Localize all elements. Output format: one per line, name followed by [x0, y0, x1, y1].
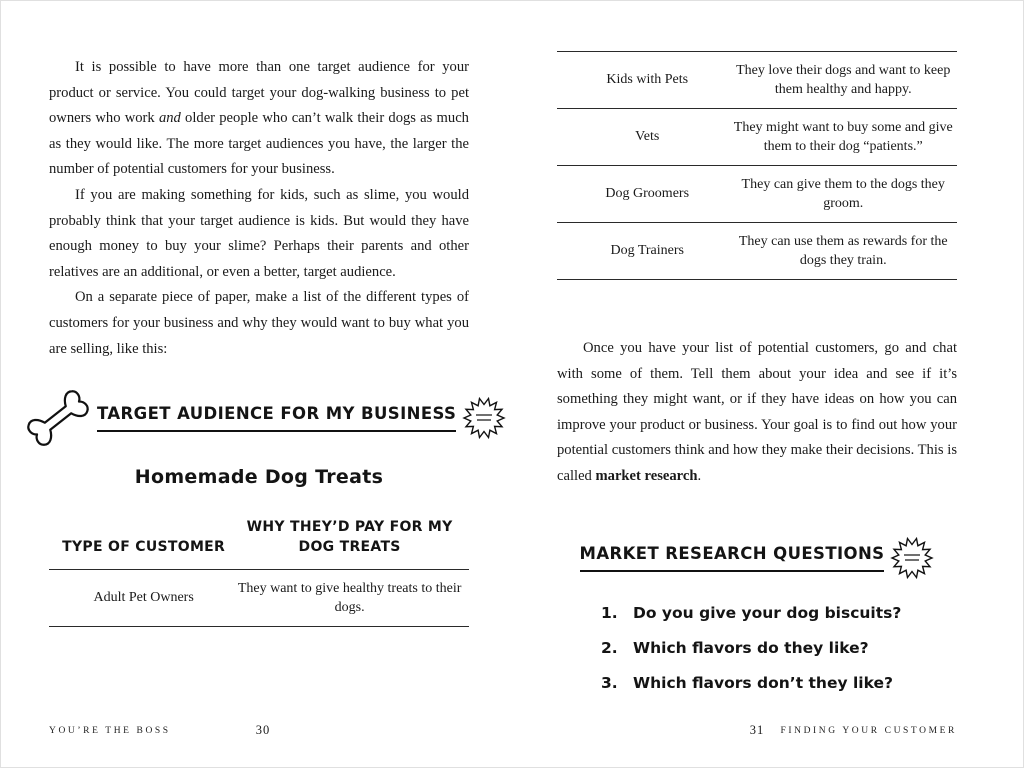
left-body-copy [49, 55, 469, 362]
right-footer [557, 723, 957, 738]
market-research-title: MARKET RESEARCH QUESTIONS [580, 544, 885, 572]
table-header-customer: TYPE OF CUSTOMER [62, 539, 226, 556]
question-text: Do you give your dog biscuits? [633, 603, 902, 622]
paragraph-2: If you are making something for kids, such as slime, you would probably think that your target audience is kids. But would they have enough money to buy your slime? Perhaps their parents and other relatives are an additional, or even a better, target audience. [49, 186, 469, 280]
customer-table-left [49, 508, 469, 627]
market-research-header [557, 536, 957, 580]
left-footer [49, 723, 469, 738]
worksheet-subtitle: Homemade Dog Treats [134, 466, 384, 489]
question-item [601, 639, 957, 657]
footer-page-number-right: 31 [749, 723, 765, 737]
paragraph-3: On a separate piece of paper, make a list of the different types of customers for your business and why they would want to buy what you are selling, like this: [49, 289, 469, 357]
question-number: 2. [601, 638, 618, 657]
footer-book-title: YOU’RE THE BOSS [49, 725, 171, 736]
right-body-copy [557, 336, 957, 490]
table-row [557, 223, 957, 280]
worksheet-header [49, 386, 469, 450]
table-cell-customer: Vets [635, 129, 660, 144]
bone-icon [21, 386, 95, 450]
page-right [557, 1, 957, 768]
worksheet-title: TARGET AUDIENCE FOR MY BUSINESS [97, 404, 456, 432]
paragraph-1-italic: and [158, 110, 181, 127]
table-cell-customer: Kids with Pets [606, 72, 689, 87]
question-number: 1. [601, 603, 618, 622]
customer-table-right [557, 51, 957, 280]
table-cell-customer: Adult Pet Owners [93, 590, 194, 606]
table-row [557, 166, 957, 223]
question-number: 3. [601, 673, 618, 692]
starburst-badge-icon [462, 396, 506, 440]
table-cell-customer: Dog Trainers [610, 243, 684, 258]
table-row [49, 570, 469, 627]
question-text: Which flavors don’t they like? [633, 673, 893, 692]
paragraph-part: . [697, 467, 702, 484]
starburst-badge-icon [890, 536, 934, 580]
paragraph-market-research [557, 336, 957, 490]
paragraph-1 [49, 55, 469, 183]
question-text: Which flavors do they like? [633, 638, 869, 657]
paragraph-1-part: older people who can’t walk their dogs as much as they would like. The more target audiences you have, the larger the number of potential customers for your business. [49, 110, 469, 178]
table-row [557, 109, 957, 166]
table-cell-reason: They want to give healthy treats to their dogs. [237, 581, 462, 616]
table-header-row [49, 508, 469, 570]
table-cell-reason: They might want to buy some and give them to their dog “patients.” [733, 120, 953, 154]
question-item [601, 674, 957, 692]
table-header-reason: WHY THEY’D PAY FOR MY DOG TREATS [246, 519, 453, 556]
question-list [557, 604, 957, 692]
footer-page-number-left: 30 [255, 723, 271, 737]
question-item [601, 604, 957, 622]
table-row [557, 52, 957, 109]
page-left [49, 1, 469, 768]
footer-chapter-title: FINDING YOUR CUSTOMER [780, 725, 957, 736]
table-cell-reason: They love their dogs and want to keep them healthy and happy. [736, 63, 951, 97]
term-market-research: market research [595, 467, 698, 484]
paragraph-part: Once you have your list of potential customers, go and chat with some of them. Tell them about your idea and see if it’s something they might want, or if they have ideas on how you can improve your product or business. Your goal is to find out how your potential customers think and how they make their decisions. This is called [557, 340, 957, 484]
table-cell-reason: They can give them to the dogs they groom. [741, 177, 945, 211]
table-cell-reason: They can use them as rewards for the dogs they train. [738, 234, 948, 268]
paragraph-1-part: It is possible to have more than one target audience for your product or service. You could target your dog-walking business to pet owners who work [49, 59, 469, 127]
table-cell-customer: Dog Groomers [605, 186, 690, 201]
